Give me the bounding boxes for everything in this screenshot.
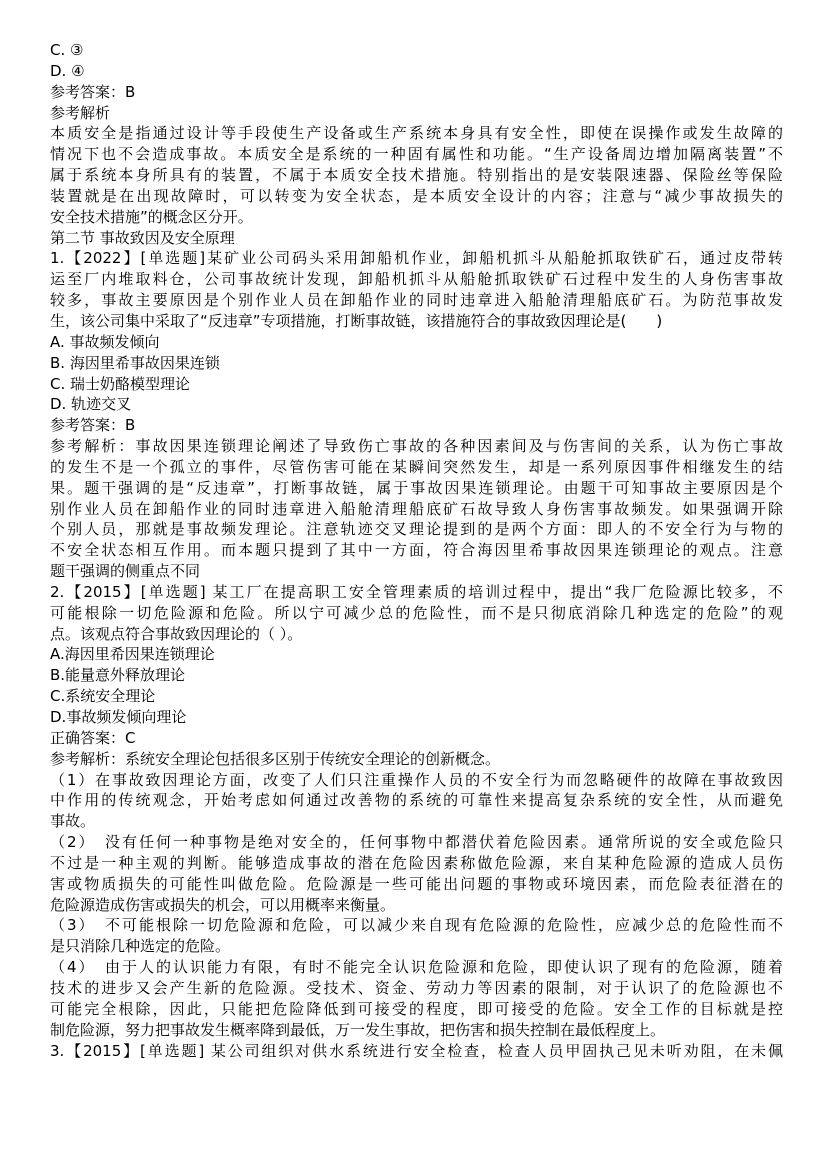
document-line-justify: 可能完全根除，因此，只能把危险降低到可接受的程度，即可接受的危险。安全工作的目标就是控 [50,999,783,1018]
document-line-justify: 不安全状态相互作用。而本题只提到了其中一方面，符合海因里希事故因果连锁理论的观点。注意 [50,541,783,560]
document-line-justify: 3.【2015】[单选题] 某公司组织对供水系统进行安全检查，检查人员甲固执己见未听劝阻，在未佩 [50,1041,783,1060]
document-line-justify: 可能根除一切危险源和危险。所以宁可减少总的危险性，而不是只彻底消除几种选定的危险”的观 [50,603,783,622]
document-line-text: 点。该观点符合事故致因理论的（ ）。 [50,624,303,643]
document-line-option: D. ④ [50,61,85,80]
document-line-justify: 个别人员，那就是事故频发理论。注意轨迹交叉理论提到的是两个方面：即人的不安全行为与物的 [50,520,783,539]
document-line-label: 参考解析 [50,103,111,122]
document-line-justify: （4） 由于人的认识能力有限，有时不能完全认识危险源和危险，即使认识了现有的危险源，随着 [50,958,783,977]
document-line-text: 生，该公司集中采取了“反违章”专项措施，打断事故链，该措施符合的事故致因理论是( ) [50,311,663,330]
document-line-justify: 别作业人员在卸船作业的同时违章进入船舱清理船底矿石故导致人身伤害事故频发。如果强调开除 [50,499,783,518]
document-line-option: A. 事故频发倾向 [50,332,160,351]
document-line-justify: 技术的进步又会产生新的危险源。受技术、资金、劳动力等因素的限制，对于认识了的危险源也不 [50,978,783,997]
document-line-justify: 不过是一种主观的判断。能够造成事故的潜在危险因素称做危险源，来自某种危险源的造成人员伤 [50,853,783,872]
document-line-option: B. 海因里希事故因果连锁 [50,353,220,372]
document-line-option: C. ③ [50,41,84,59]
document-line-justify: 中作用的传统观念，开始考虑如何通过改善物的系统的可靠性来提高复杂系统的安全性，从而避免 [50,791,783,810]
document-line-text: 题干强调的侧重点不同 [50,562,201,581]
document-line-justify: （3） 不可能根除一切危险源和危险，可以减少来自现有危险源的危险性，应减少总的危险性而不 [50,916,783,935]
document-line-justify: 的发生不是一个孤立的事件，尽管伤害可能在某瞬间突然发生，却是一系列原因事件相继发生的结 [50,457,783,476]
document-line-justify: （2） 没有任何一种事物是绝对安全的，任何事物中都潜伏着危险因素。通常所说的安全或危险只 [50,833,783,852]
document-line-text: 安全技术措施”的概念区分开。 [50,207,253,226]
document-line-option: C.系统安全理论 [50,687,156,706]
document-line-option: B.能量意外释放理论 [50,666,186,685]
document-line-text: 是只消除几种选定的危险。 [50,937,231,956]
document-line-text: 危险源造成伤害或损失的机会，可以用概率来衡量。 [50,895,396,914]
document-line-justify: 参考解析：事故因果连锁理论阐述了导致伤亡事故的各种因素间及与伤害间的关系，认为伤亡事故 [50,437,783,456]
document-line-answer: 参考答案：B [50,416,136,435]
document-line-justify: 果。题干强调的是“反违章”，打断事故链，属于事故因果连锁理论。由题干可知事故主要原因是个 [50,478,783,497]
document-line-option: A.海因里希因果连锁理论 [50,645,215,664]
document-line-justify: 1.【2022】[单选题]某矿业公司码头采用卸船机作业，卸船机抓斗从船舱抓取铁矿石，通过皮带转 [50,249,783,268]
document-line-justify: 较多，事故主要原因是个别作业人员在卸船作业的同时违章进入船舱清理船底矿石。为防范事故发 [50,291,783,310]
document-line-justify: 害或物质损失的可能性叫做危险。危险源是一些可能出问题的事物或环境因素，而危险表征潜在的 [50,874,783,893]
document-line-justify: 属于系统本身所具有的装置，不属于本质安全技术措施。特别指出的是安装限速器、保险丝等保险 [50,166,783,185]
document-line-justify: 本质安全是指通过设计等手段使生产设备或生产系统本身具有安全性，即使在误操作或发生故障的 [50,124,783,143]
document-line-justify: 装置就是在出现故障时，可以转变为安全状态，是本质安全设计的内容；注意与“减少事故损失的 [50,186,783,205]
document-line-justify: 2.【2015】[单选题] 某工厂在提高职工安全管理素质的培训过程中，提出“我厂危险源比较多，不 [50,582,783,601]
document-page [50,40,783,1061]
document-line-text: 制危险源，努力把事故发生概率降到最低，万一发生事故，把伤害和损失控制在最低程度上。 [50,1020,666,1039]
document-line-answer: 正确答案：C [50,728,136,747]
document-line-option: C. 瑞士奶酪模型理论 [50,374,191,393]
document-line-option: D.事故频发倾向理论 [50,708,187,726]
document-line-text: 事故。 [50,812,96,831]
document-line-answer: 参考答案：B [50,82,136,101]
document-line-option: D. 轨迹交叉 [50,395,132,414]
document-line-justify: 运至厂内堆取料仓，公司事故统计发现，卸船机抓斗从船舱抓取铁矿石过程中发生的人身伤害事故 [50,270,783,289]
document-line-heading: 第二节 事故致因及安全原理 [50,228,235,247]
document-line-justify: 情况下也不会造成事故。本质安全是系统的一种固有属性和功能。“生产设备周边增加隔离装置”不 [50,145,783,164]
document-line-text: 参考解析：系统安全理论包括很多区别于传统安全理论的创新概念。 [50,749,501,768]
document-line-justify: （1）在事故致因理论方面，改变了人们只注重操作人员的不安全行为而忽略硬件的故障在事故致因 [50,770,783,789]
